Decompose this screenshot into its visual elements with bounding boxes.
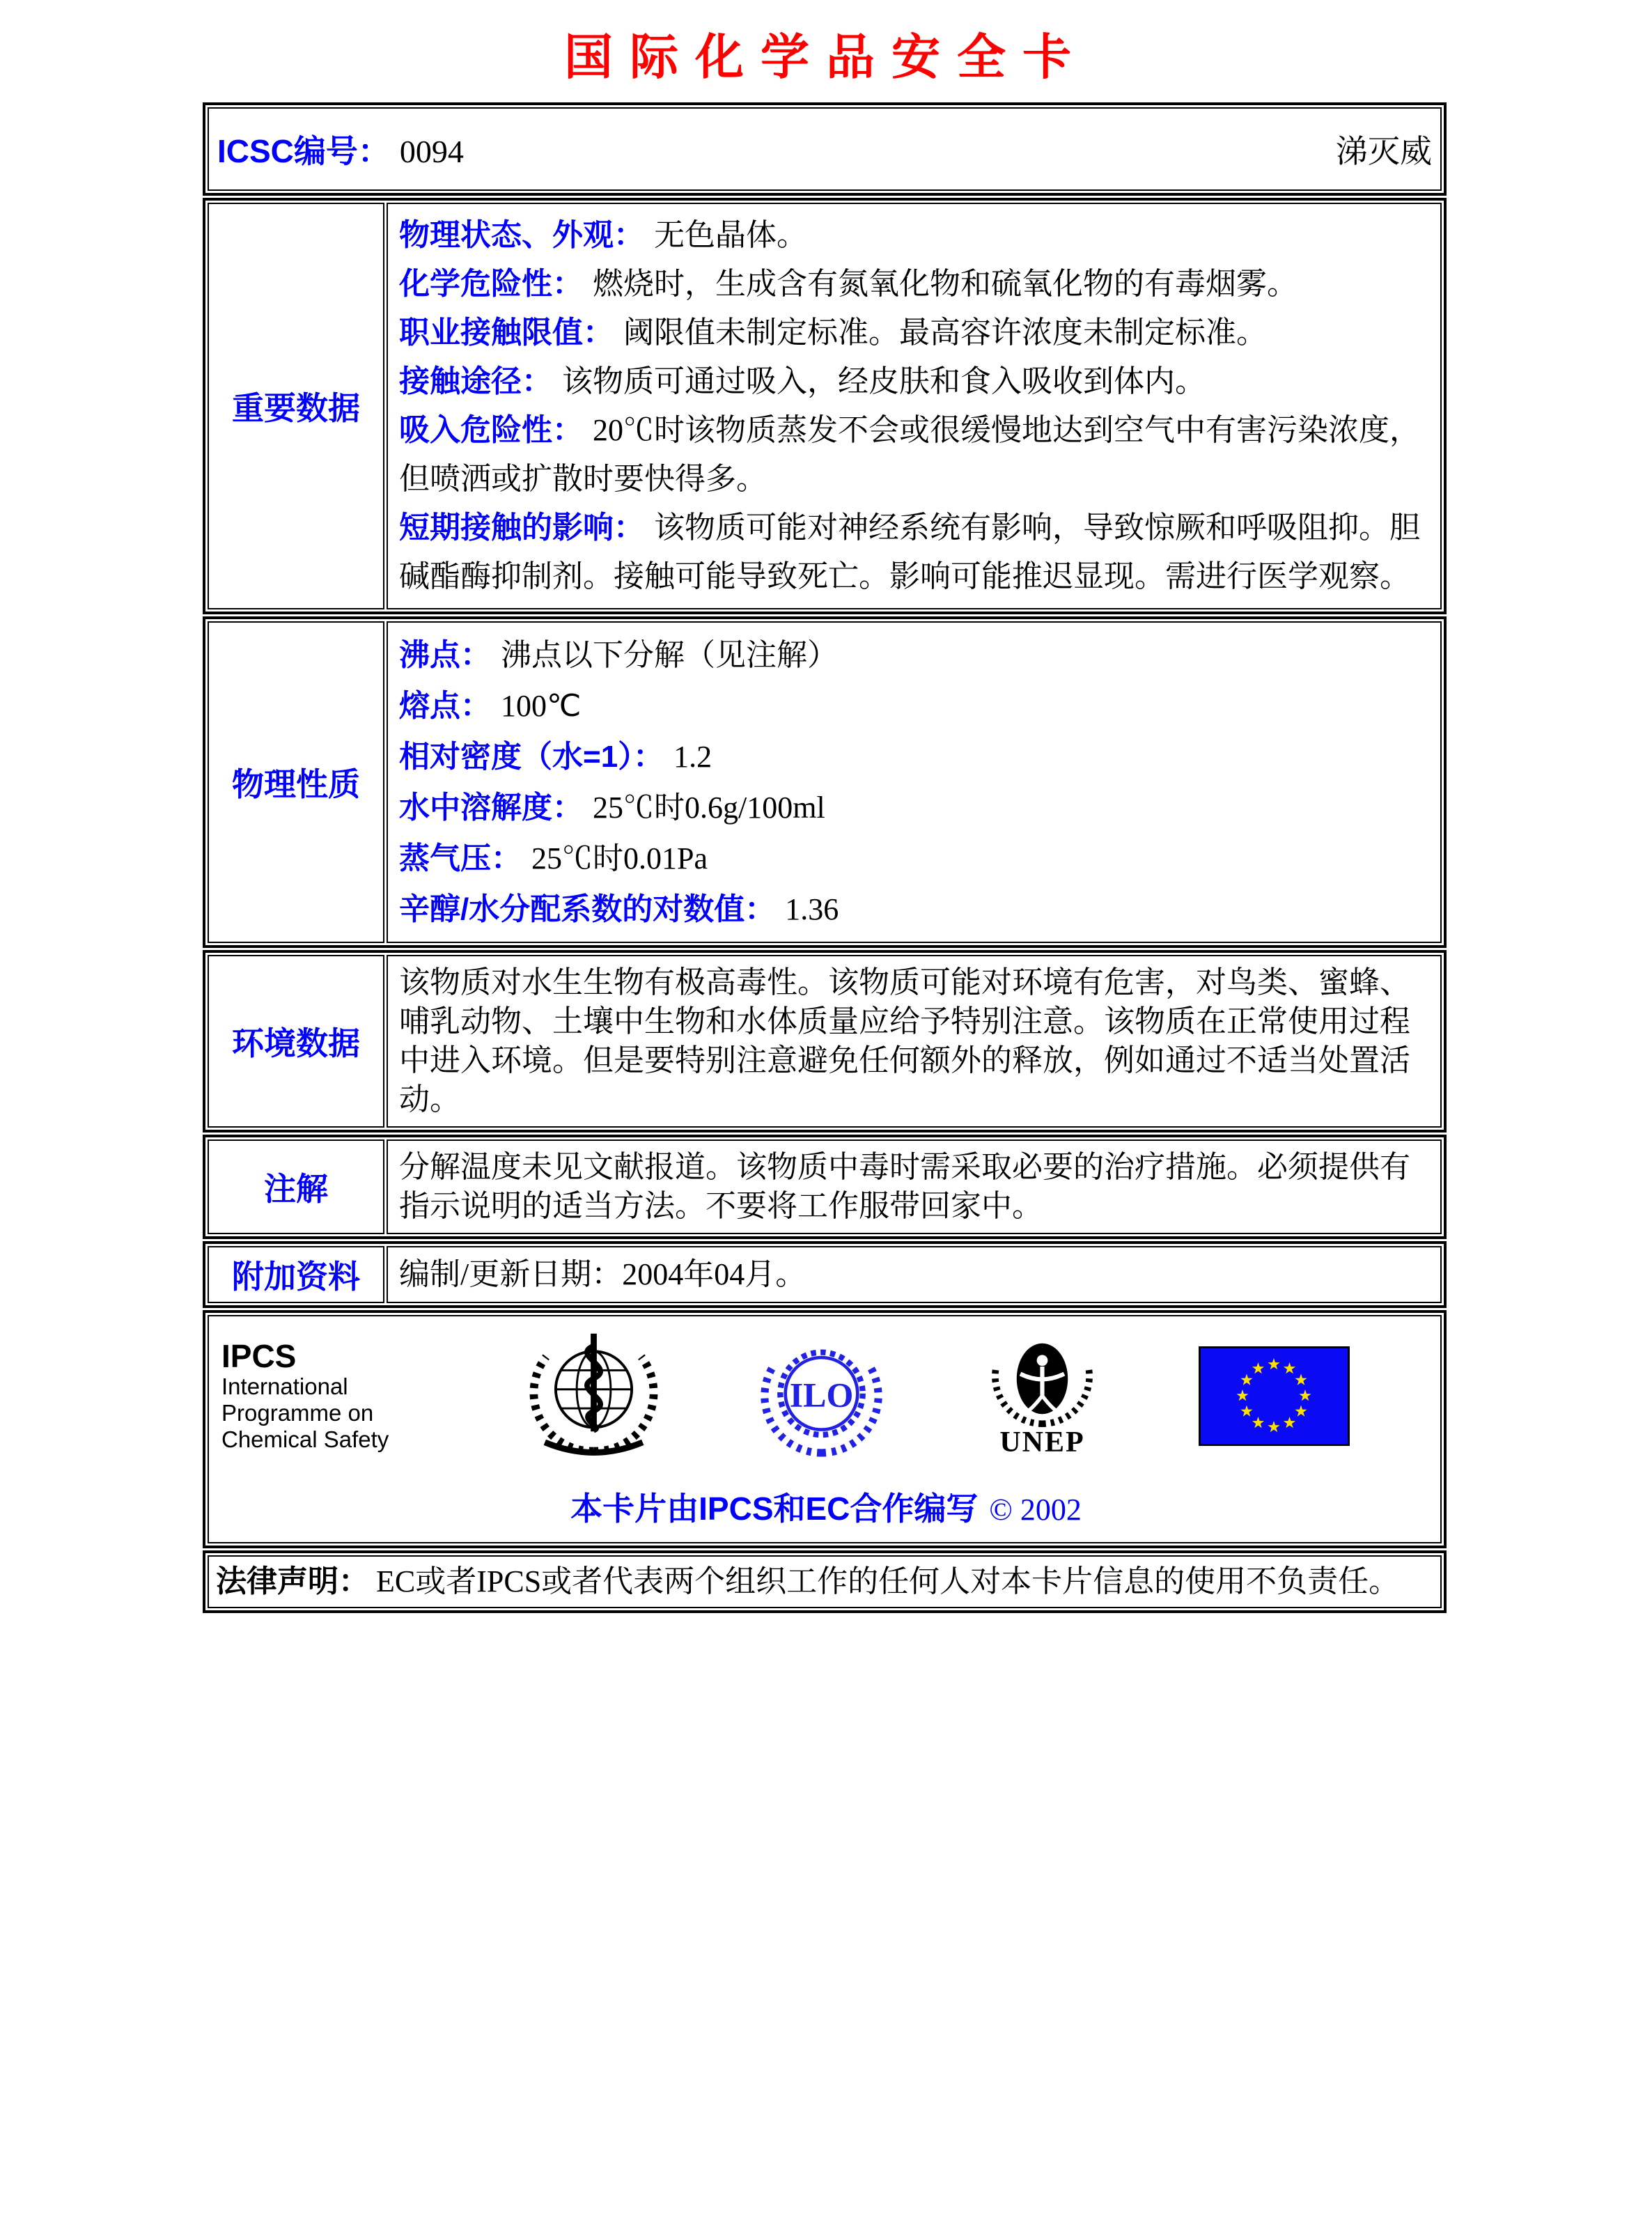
field-label: 化学危险性： <box>399 267 583 301</box>
field-text: 沸点以下分解（见注解） <box>501 638 838 672</box>
notes-row <box>208 1139 1442 1234</box>
cooperation-caption <box>219 1484 1433 1530</box>
icsc-number-value: 0094 <box>399 134 464 169</box>
section-physical-properties <box>203 616 1447 948</box>
important-data-content <box>387 203 1442 609</box>
field-text: 无色晶体。 <box>654 218 807 252</box>
field-label: 职业接触限值： <box>399 316 614 350</box>
field-text: 该物质可通过吸入，经皮肤和食入吸收到体内。 <box>562 364 1206 398</box>
field-text: 1.2 <box>673 740 712 774</box>
logos-cell <box>208 1315 1442 1543</box>
field-text: 阈限值未制定标准。最高容许浓度未制定标准。 <box>623 316 1267 350</box>
icsc-card <box>203 102 1447 1613</box>
additional-info-row <box>208 1246 1442 1303</box>
logos-row <box>219 1326 1433 1465</box>
section-label-important-data: 重要数据 <box>208 203 384 609</box>
caption-copyright: © 2002 <box>989 1493 1082 1527</box>
field-short-term-effects <box>399 504 1429 601</box>
field-label: 短期接触的影响： <box>399 511 644 545</box>
field-octanol-water <box>399 884 1429 935</box>
physical-properties-row <box>208 621 1442 943</box>
ipcs-subtitle-line: International <box>221 1373 348 1400</box>
caption-text: 本卡片由IPCS和EC合作编写 <box>570 1491 979 1527</box>
header-cell <box>208 107 1442 191</box>
field-inhalation-risk <box>399 406 1429 504</box>
field-water-solubility <box>399 782 1429 833</box>
field-text: 25℃时0.01Pa <box>531 841 708 875</box>
environmental-data-content: 该物质对水生生物有极高毒性。该物质可能对环境有危害，对鸟类、蜜蜂、哺乳动物、土壤中生物和水体质量应给予特别注意。该物质在正常使用过程中进入环境。但是要特别注意避免任何额外的释放，例如通过不适当处置活动。 <box>387 955 1442 1128</box>
section-important-data <box>203 198 1447 614</box>
field-label: 接触途径： <box>399 364 552 398</box>
field-physical-state <box>399 211 1429 260</box>
eu-flag-icon <box>1199 1346 1350 1446</box>
ipcs-subtitle-line: Programme on <box>221 1400 374 1426</box>
field-relative-density <box>399 731 1429 782</box>
ipcs-subtitle-line: Chemical Safety <box>221 1426 389 1453</box>
ipcs-text-block <box>221 1339 430 1453</box>
chemical-name: 涕灭威 <box>1336 134 1432 169</box>
ilo-emblem-icon <box>757 1332 886 1461</box>
section-label-additional-info: 附加资料 <box>208 1246 384 1303</box>
field-text: 该物质可能对神经系统有影响，导致惊厥和呼吸阻抑。胆碱酯酶抑制剂。接触可能导致死亡。影响可能推迟显现。需进行医学观察。 <box>399 511 1420 593</box>
field-label: 物理状态、外观： <box>399 218 644 252</box>
field-label: 相对密度（水=1）： <box>399 740 664 774</box>
field-exposure-limit <box>399 309 1429 357</box>
page-title: 国际化学品安全卡 <box>564 30 1088 84</box>
field-text: 燃烧时，生成含有氮氧化物和硫氧化物的有毒烟雾。 <box>593 267 1298 301</box>
header-section <box>203 102 1447 196</box>
field-vapor-pressure <box>399 833 1429 884</box>
section-legal-notice <box>203 1550 1447 1613</box>
field-text: 1.36 <box>785 892 839 926</box>
header-row <box>208 107 1442 191</box>
field-chemical-danger <box>399 260 1429 309</box>
section-label-environmental-data: 环境数据 <box>208 955 384 1128</box>
unep-emblem-icon <box>981 1332 1103 1459</box>
field-label: 水中溶解度： <box>399 791 583 825</box>
icsc-number-label: ICSC编号： <box>217 133 390 169</box>
section-environmental-data <box>203 950 1447 1133</box>
notes-content: 分解温度未见文献报道。该物质中毒时需采取必要的治疗措施。必须提供有指示说明的适当方法。不要将工作服带回家中。 <box>387 1139 1442 1234</box>
field-label: 蒸气压： <box>399 841 522 875</box>
logos-row-wrap <box>208 1315 1442 1543</box>
section-additional-info <box>203 1241 1447 1308</box>
field-label: 熔点： <box>399 689 491 723</box>
field-text: 20℃时该物质蒸发不会或很缓慢地达到空气中有害污染浓度，但喷洒或扩散时要快得多。 <box>399 413 1420 496</box>
ilo-letters: ILO <box>789 1374 854 1414</box>
legal-notice-cell <box>208 1555 1442 1608</box>
section-label-physical-properties: 物理性质 <box>208 621 384 943</box>
field-exposure-route <box>399 357 1429 406</box>
section-logos <box>203 1310 1447 1548</box>
additional-info-content: 编制/更新日期：2004年04月。 <box>387 1246 1442 1303</box>
field-label: 沸点： <box>399 638 491 672</box>
field-boiling-point <box>399 630 1429 680</box>
important-data-row <box>208 203 1442 609</box>
field-label: 吸入危险性： <box>399 413 583 447</box>
who-emblem-icon <box>526 1328 662 1464</box>
field-text: 100℃ <box>501 689 582 723</box>
physical-properties-content <box>387 621 1442 943</box>
field-text: 25℃时0.6g/100ml <box>593 791 825 825</box>
field-melting-point <box>399 680 1429 731</box>
field-label: 辛醇/水分配系数的对数值： <box>399 892 776 926</box>
icsc-number-group <box>217 126 464 172</box>
legal-notice-label: 法律声明： <box>216 1564 369 1598</box>
unep-label: UNEP <box>999 1426 1085 1458</box>
ipcs-title: IPCS <box>221 1337 297 1374</box>
legal-notice-row <box>208 1555 1442 1608</box>
legal-notice-text: EC或者IPCS或者代表两个组织工作的任何人对本卡片信息的使用不负责任。 <box>376 1564 1400 1598</box>
section-notes <box>203 1135 1447 1239</box>
section-label-notes: 注解 <box>208 1139 384 1234</box>
environmental-data-row <box>208 955 1442 1128</box>
